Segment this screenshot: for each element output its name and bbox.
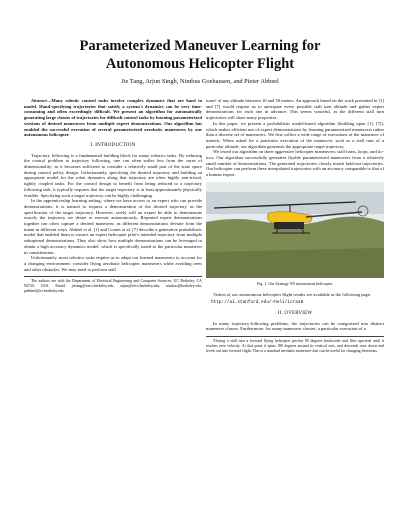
title-line-2: Autonomous Helicopter Flight bbox=[105, 56, 295, 72]
helicopter-photo bbox=[206, 182, 384, 278]
right-column bbox=[206, 98, 384, 353]
helicopter-illustration bbox=[206, 182, 384, 278]
abstract-text: —Many robotic control tasks involve complex dynamics that are hard to model. Hand-specifying trajectories that satisfy a system's dynamics can be very time-consuming and often exceedingly difficult. We present an algorithm for automatically generating large classes of trajectories for difficult control tasks by learning parameterized versions of desired maneuvers from multiple expert demonstrations. Our algorithm has enabled the successful execution of several parameterized aerobatic maneuvers by our autonomous helicopter. bbox=[24, 98, 202, 138]
author-footnote bbox=[24, 276, 202, 293]
intro-paragraph-2: In the apprenticeship learning setting, where we have access to an expert who can provide demonstrations, it is natural to request a demonstration of the desired trajectory as the specification of the target trajectory. However, rarely will an expert be able to demonstrate exactly the trajectory we desire to execute autonomously. Repeated expert demonstrations together can often capture a desired maneuver, as different demonstrations deviate from the intent in different ways. Abbeel et al. [1] and Coates et al. [7] describe a generative probabilistic model that enabled them to extract an expert helicopter pilot's intended trajectory from multiple suboptimal demonstrations. They also show how multiple demonstrations can be leveraged to obtain a high accuracy dynamics model, which is specifically tuned to the particular maneuver in consideration. bbox=[24, 198, 202, 255]
videos-url[interactable]: http://ai.stanford.edu/~heli/icra10 bbox=[211, 300, 304, 306]
left-column bbox=[24, 98, 202, 294]
abstract-label: Abstract bbox=[31, 98, 47, 103]
distant-haze bbox=[206, 192, 384, 214]
paper-title bbox=[20, 37, 380, 73]
figure-caption: Fig. 1. Our Synergy N9 autonomous helicopter. bbox=[256, 280, 334, 286]
title-line-1: Parameterized Maneuver Learning for bbox=[79, 38, 321, 54]
author-list: Jie Tang, Arjun Singh, Nimbus Goehausen, and Pieter Abbeel bbox=[121, 78, 279, 85]
right-paragraph-2: In this paper, we present a probabilistic model-based algorithm (building upon [1], [7]), which makes efficient use of expert demonstrations by learning parameterized maneuvers rather than a discrete set of maneuvers. We first collect a wide range of executions of the maneuver of interest. When asked for a particular execution of the maneuver, such as a stall turn of a particular altitude, our algorithm generates the appropriate target trajectory. bbox=[206, 120, 384, 149]
author-footnote-text: The authors are with the Department of Electrical Engineering and Computer Sciences, UC Berkeley, CA 94720, USA. Email: jietang@eecs.berkeley.edu, arjun@eecs.berkeley.edu, nimbus@berkeley.edu, pabbeel@cs.berkeley.edu bbox=[24, 279, 202, 293]
foreground-grass bbox=[206, 248, 384, 278]
overview-paragraph-1: In many trajectory-following problems, the trajectories can be categorized into distinct maneuver classes. Furthermore, for many maneuver classes, a particular execution of a bbox=[206, 320, 384, 332]
abstract bbox=[24, 98, 202, 138]
stall-turn-footnote bbox=[206, 336, 384, 353]
intro-paragraph-3: Unfortunately, most robotics tasks require us to adapt our learned maneuvers to account for a changing environment: consider flying aerobatic helicopter maneuvers while avoiding trees and other obstacles. We may need to perform stall bbox=[24, 255, 202, 272]
section-heading-overview: II. OVERVIEW bbox=[277, 310, 313, 316]
videos-paragraph: Videos of our autonomous helicopter flight results are available at the following page: bbox=[213, 291, 372, 297]
right-paragraph-1: turns¹ of any altitude between 10 and 50 meters. An approach based on the work presented in [1] and [7] would require us to anticipate every possible stall turn altitude and gather expert demonstrations for each one in advance. This seems wasteful, as the different stall turn trajectories will share many properties. bbox=[206, 98, 384, 121]
helicopter-frame bbox=[274, 222, 304, 229]
right-paragraph-3: We tested our algorithm on three aggressive helicopter maneuvers: stall turns, loops, and tic-tocs. Our algorithm successfully generates flyable parameterized maneuvers from a relatively small number of demonstrations. The generated trajectories closely match held-out trajectories. Our helicopter can perform these interpolated trajectories with an accuracy comparable to that of a human expert. bbox=[206, 149, 384, 178]
intro-paragraph-1: Trajectory following is a fundamental building block for many robotics tasks. By reducing the control problem to trajectory following, one can often suffer less from the curse of dimensionality: as it becomes sufficient to consider a relatively small part of the state space during control policy design. Unfortunately, specifying the desired trajectory and building an appropriate model for the robot dynamics along that trajectory are often highly non-trivial, tightly coupled tasks. For the control design to benefit from being reduced to a trajectory following task, it typically requires that the target trajectory is at least approximately physically feasible. Specifying such a target trajectory can be highly challenging. bbox=[24, 152, 202, 198]
stall-turn-footnote-text: ¹During a stall turn a forward flying helicopter pitches 90 degrees backwards and flies upwards until it reaches zero velocity. At that point it spins 180 degrees around its vertical axis, and descends nose down and levels out into forward flight. This is a standard aerobatic maneuver that can be useful for changing directions. bbox=[206, 339, 384, 353]
section-heading-introduction: I. INTRODUCTION bbox=[90, 142, 136, 148]
